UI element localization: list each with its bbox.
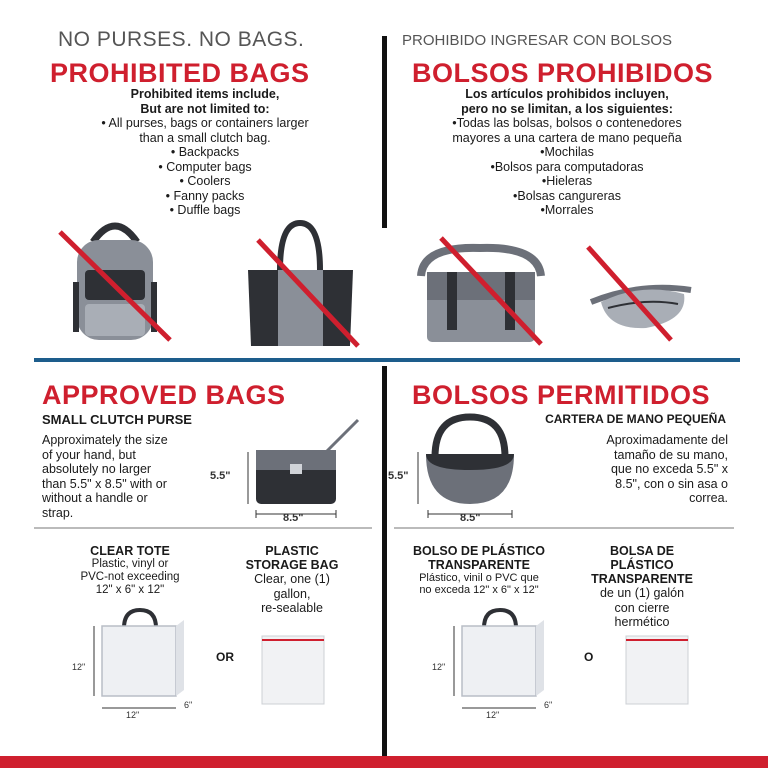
backpack-prohibited-icon <box>55 212 175 342</box>
bolsa-desc: con cierre <box>614 600 670 615</box>
bolso-plastico-desc: Plástico, vinil o PVC que <box>419 572 539 584</box>
clear-tote-desc: Plastic, vinyl or <box>91 558 169 570</box>
tote-es-height-label: 12" <box>432 662 446 672</box>
prohibidos-item: •Hieleras <box>541 174 593 188</box>
prohibited-item: • All purses, bags or containers larger <box>101 116 309 130</box>
prohibited-item: • Duffle bags <box>169 203 241 217</box>
approved-desc-line: absolutely no larger <box>42 462 152 476</box>
or-label: OR <box>216 650 234 664</box>
approved-desc-line: without a handle or <box>42 491 148 505</box>
approved-desc-line: Approximately the size <box>42 433 168 447</box>
ziploc-bag-icon <box>260 634 326 706</box>
bolso-plastico-desc: no exceda 12" x 6" x 12" <box>419 584 539 596</box>
bolso-plastico-block <box>404 544 554 596</box>
bolsa-plastico-block <box>582 544 702 630</box>
prohibidos-item: •Bolsas cangureras <box>513 188 621 203</box>
center-divider-bottom <box>382 366 387 762</box>
prohibidos-item: •Morrales <box>540 203 594 217</box>
prohibited-item: • Backpacks <box>170 145 240 159</box>
approved-bags-title: APPROVED BAGS <box>42 380 286 410</box>
clutch-width-label: 8.5" <box>283 512 304 524</box>
bolso-plastico-title-2: TRANSPARENTE <box>428 558 530 572</box>
approved-row-divider-right <box>394 527 734 529</box>
tote-height-label: 12" <box>72 662 86 672</box>
prohibited-item: • Coolers <box>179 174 231 188</box>
prohibidos-item: •Todas las bolsas, bolsos o contenedores <box>452 116 682 130</box>
bolsa-title-3: TRANSPARENTE <box>591 572 693 586</box>
plastic-bag-block <box>232 544 352 616</box>
prohibidos-item: •Mochilas <box>540 145 594 159</box>
plastic-bag-title-2: STORAGE BAG <box>245 558 339 572</box>
prohibited-item: • Fanny packs <box>165 188 245 203</box>
clear-tote-desc: PVC-not exceeding <box>80 571 180 583</box>
prohibidos-item: mayores a una cartera de mano pequeña <box>452 130 682 145</box>
cartera-subtitle: CARTERA DE MANO PEQUEÑA <box>545 412 726 426</box>
approved-desc-line: of your hand, but <box>42 447 136 462</box>
bolsa-desc: de un (1) galón <box>599 586 685 600</box>
bolsa-desc: hermético <box>614 615 670 629</box>
clear-tote-es-icon <box>452 606 552 716</box>
small-clutch-subtitle: SMALL CLUTCH PURSE <box>42 412 192 427</box>
prohibited-intro-2: But are not limited to: <box>140 101 270 116</box>
plastic-bag-desc: gallon, <box>273 586 311 601</box>
plastic-bag-desc: Clear, one (1) <box>254 572 330 586</box>
clutch-purse-icon <box>238 412 368 522</box>
prohibited-intro-1: Prohibited items include, <box>130 87 280 101</box>
approved-desc-line: than 5.5" x 8.5" with or <box>42 476 167 491</box>
approved-row-divider-left <box>34 527 372 529</box>
hobo-width-label: 8.5" <box>460 512 481 524</box>
plastic-bag-desc: re-sealable <box>261 601 323 615</box>
permitidos-desc-line: que no exceda 5.5" x <box>610 462 728 476</box>
prohibited-item: than a small clutch bag. <box>139 130 271 145</box>
prohibidos-intro-2: pero no se limitan, a los siguientes: <box>461 101 673 116</box>
bolsa-title-2: PLÁSTICO <box>610 558 674 572</box>
prohibidos-intro-1: Los artículos prohibidos incluyen, <box>465 87 669 101</box>
bolsos-permitidos-title: BOLSOS PERMITIDOS <box>412 380 711 410</box>
prohibido-banner: PROHIBIDO INGRESAR CON BOLSOS <box>402 32 673 49</box>
bolso-plastico-title-1: BOLSO DE PLÁSTICO <box>413 544 545 558</box>
permitidos-desc-line: Aproximadamente del <box>606 433 728 447</box>
permitidos-desc-line: correa. <box>689 491 728 505</box>
hobo-height-label: 5.5" <box>388 470 409 482</box>
permitidos-desc-line: 8.5", con o sin asa o <box>615 476 728 491</box>
clear-tote-icon <box>92 606 192 716</box>
prohibidos-item: •Bolsos para computadoras <box>490 159 644 174</box>
tote-depth-label: 6" <box>184 700 193 710</box>
fanny-pack-prohibited-icon <box>586 242 696 342</box>
approved-desc-line: strap. <box>42 505 74 520</box>
prohibidos-list <box>392 87 742 218</box>
section-divider <box>34 358 740 362</box>
clear-tote-title: CLEAR TOTE <box>90 544 170 558</box>
bottom-red-bar <box>0 756 768 768</box>
clear-tote-block <box>60 544 200 597</box>
prohibited-list <box>40 87 370 218</box>
bolsa-title-1: BOLSA DE <box>609 544 675 558</box>
prohibited-bags-title: PROHIBITED BAGS <box>50 58 310 88</box>
tote-es-depth-label: 6" <box>544 700 553 710</box>
center-divider-top <box>382 36 387 228</box>
approved-description <box>42 433 222 520</box>
clear-tote-desc: 12" x 6" x 12" <box>95 584 165 596</box>
bolsos-prohibidos-title: BOLSOS PROHIBIDOS <box>412 58 714 88</box>
computer-bag-prohibited-icon <box>413 236 548 346</box>
plastic-bag-title-1: PLASTIC <box>265 544 319 558</box>
tote-es-width-label: 12" <box>486 710 500 720</box>
permitidos-description <box>558 433 728 506</box>
tote-prohibited-icon <box>238 218 363 348</box>
tote-width-label: 12" <box>126 710 140 720</box>
o-label: O <box>584 650 594 664</box>
prohibited-item: • Computer bags <box>158 159 252 174</box>
permitidos-desc-line: tamaño de su mano, <box>614 447 728 462</box>
no-purses-banner: NO PURSES. NO BAGS. <box>58 28 305 51</box>
hobo-purse-icon <box>410 412 530 522</box>
ziploc-bag-es-icon <box>624 634 690 706</box>
clutch-height-label: 5.5" <box>210 470 231 482</box>
